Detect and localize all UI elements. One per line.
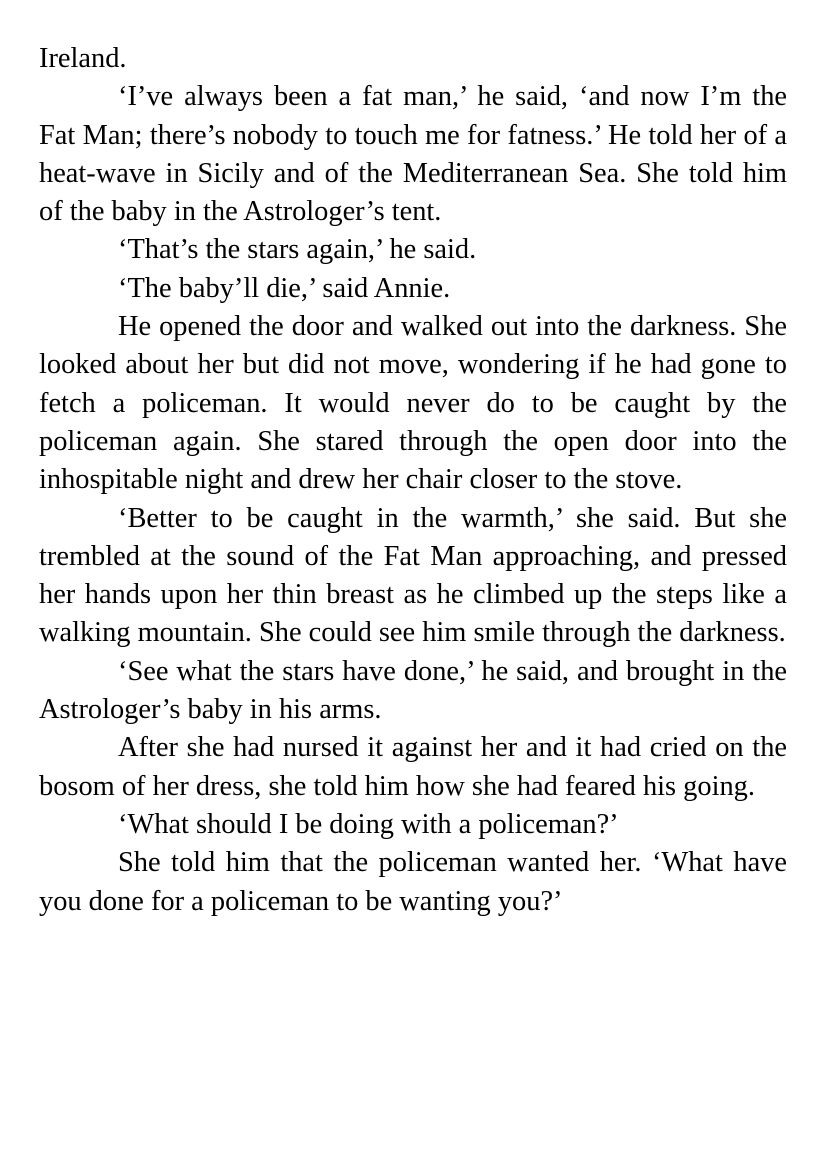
paragraph-warmth: ‘Better to be caught in the warmth,’ she said. But she trembled at the sound of the Fat Man approaching, and pressed her hands upon her thin breast as he climbed up the steps like a walking mountain. She could see him smile through the darkness. [39, 502, 787, 649]
paragraph-nursed: After she had nursed it against her and it had cried on the bosom of her dress, she told him how she had feared his going. [39, 732, 787, 802]
paragraph-opened-door: He opened the door and walked out into the darkness. She looked about her but did not move, wondering if he had gone to fetch a policeman. It would never do to be caught by the policeman again. She stared through the open door into the inhospitable night and drew her chair closer to the stove. [39, 311, 787, 496]
paragraph-stars-done: ‘See what the stars have done,’ he said, and brought in the Astrologer’s baby in his arms. [39, 655, 787, 726]
paragraph-policeman-question: ‘What should I be doing with a policeman?’ [118, 808, 619, 840]
paragraph-continuation: Ireland. [39, 43, 127, 74]
paragraph-stars-again: ‘That’s the stars again,’ he said. [118, 234, 477, 266]
page-text [39, 40, 787, 921]
paragraph-baby-die: ‘The baby’ll die,’ said Annie. [118, 272, 451, 304]
paragraph-fat-man: ‘I’ve always been a fat man,’ he said, ‘and now I’m the Fat Man; there’s nobody to touch me for fatness.’ He told her of a heat-wave in Sicily and of the Mediterranean Sea. She told him of the baby in the Astrologer’s tent. [39, 81, 787, 228]
paragraph-policeman-wanted: She told him that the policeman wanted her. ‘What have you done for a policeman to be wanting you?’ [39, 847, 787, 917]
